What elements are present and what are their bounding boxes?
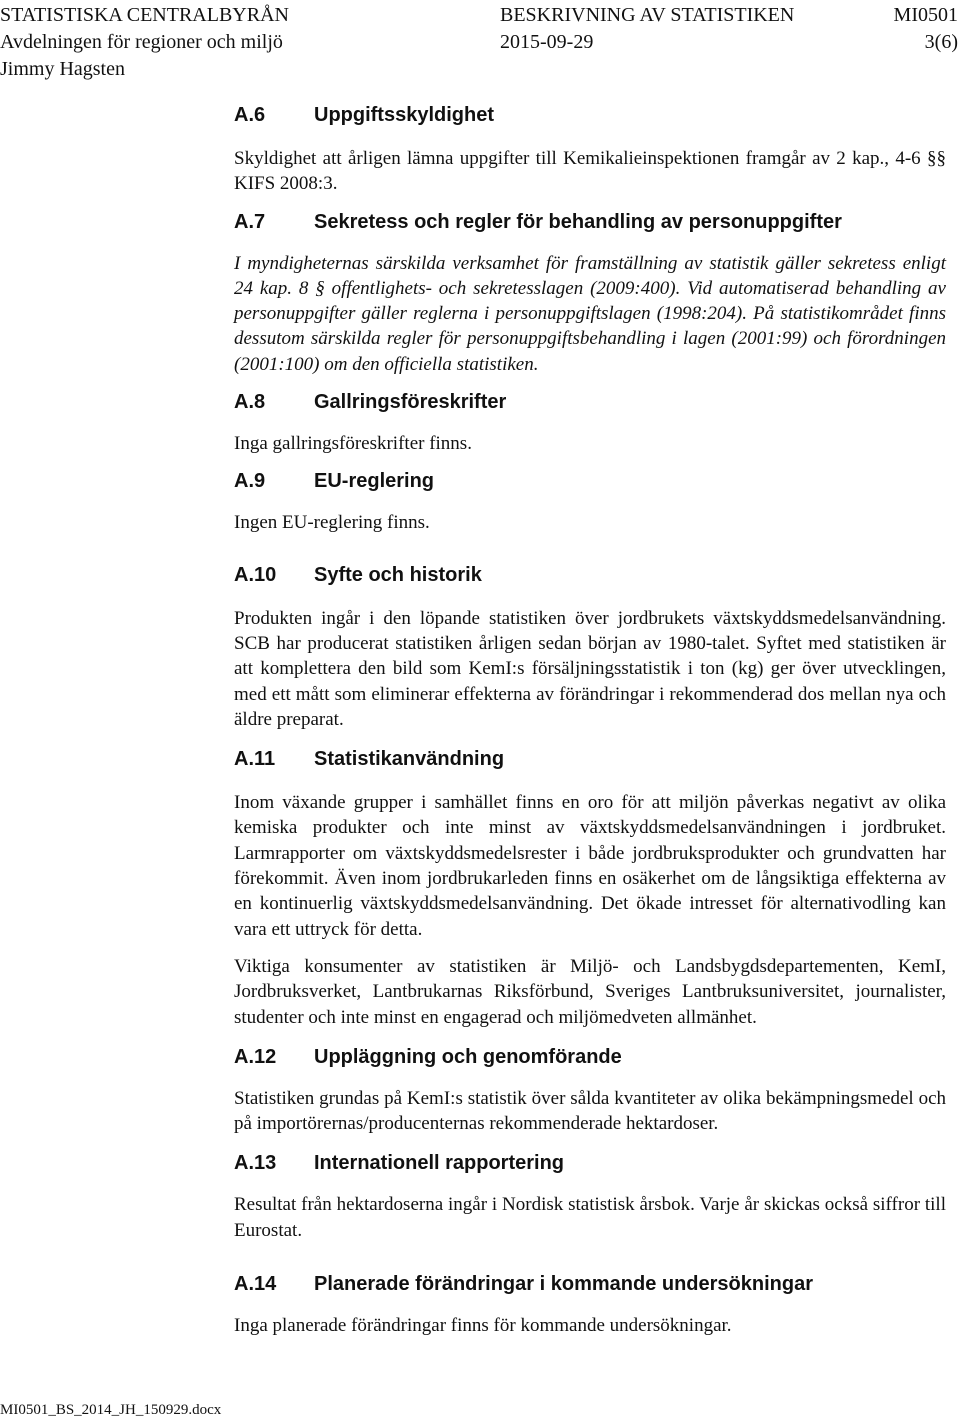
section-number: A.7 (234, 210, 266, 233)
section-paragraph: Viktiga konsumenter av statistiken är Miljö- och Landsbygdsdepartementen, KemI, Jordbruksverket, Lantbrukarnas Riksförbund, Sveriges Lantbruksuniversitet, journalister, studenter och inte minst en engagerad och miljömedveten allmänhet. (234, 955, 946, 1028)
section-a6 (234, 102, 946, 197)
section-heading (234, 209, 946, 235)
section-a9 (234, 468, 946, 535)
document-body (234, 100, 946, 1338)
section-number: A.13 (234, 1152, 277, 1175)
doc-type: BESKRIVNING AV STATISTIKEN (500, 4, 795, 26)
section-paragraph: Resultat från hektardoserna ingår i Nordisk statistisk årsbok. Varje år skickas också siffror till Eurostat. (234, 1194, 946, 1241)
section-paragraph: Inga gallringsföreskrifter finns. (234, 433, 472, 455)
section-paragraph: Skyldighet att årligen lämna uppgifter till Kemikalieinspektionen framgår av 2 kap., 4-6 §§ KIFS 2008:3. (234, 148, 946, 195)
section-heading (234, 746, 946, 772)
author: Jimmy Hagsten (0, 58, 125, 80)
section-a8 (234, 389, 946, 456)
department: Avdelningen för regioner och miljö (0, 31, 283, 53)
section-title: Gallringsföreskrifter (314, 391, 507, 414)
section-number: A.12 (234, 1045, 277, 1068)
section-title: EU-reglering (314, 470, 435, 493)
section-a11 (234, 746, 946, 1030)
section-paragraph: Ingen EU-reglering finns. (234, 512, 430, 534)
page-number: 3(6) (924, 31, 958, 53)
section-number: A.10 (234, 563, 277, 586)
section-title: Planerade förändringar i kommande undersökningar (314, 1273, 814, 1296)
section-heading (234, 389, 946, 415)
section-heading (234, 1150, 946, 1176)
section-paragraph: Inom växande grupper i samhället finns en oro för att miljön påverkas negativt av olika kemiska produkter och inte minst av växtskyddsmedelsanvändningen i jordbruket. Larmrapporter om växtskyddsmedelsrester i både jordbruksprodukter och grundvatten har förekommit. Även inom jordbrukarleden finns en osäkerhet om de långsiktiga effekterna av en kontinuerlig växtskyddsmedelsanvändning. Det ökade intresset för alternativodling kan vara ett uttryck för detta. (234, 792, 946, 940)
section-title: Uppläggning och genomförande (314, 1045, 622, 1068)
section-a12 (234, 1044, 946, 1137)
footer-filename: MI0501_BS_2014_JH_150929.docx (0, 1402, 222, 1418)
section-number: A.8 (234, 391, 266, 414)
section-title: Internationell rapportering (314, 1152, 565, 1175)
section-number: A.6 (234, 104, 266, 126)
doc-date: 2015-09-29 (500, 31, 594, 53)
section-paragraph: Produkten ingår i den löpande statistiken över jordbrukets växtskyddsmedelsanvändning. SCB har producerat statistiken årligen sedan början av 1980-talet. Syftet med statistiken är att komplettera den bild som KemI:s försäljningsstatistik i ton (kg) ger över utvecklingen, med ett mått som eliminerar effekterna av förändringar i rekommenderad dos mellan nya och äldre preparat. (234, 607, 946, 730)
section-paragraph: I myndigheternas särskilda verksamhet för framställning av statistik gäller sekretess enligt 24 kap. 8 § offentlighets- och sekretesslagen (2009:400). Vid automatiserad behandling av personuppgifter gäller reglerna i personuppgiftslagen (1998:204). På statistikområdet finns dessutom särskilda regler för personuppgiftsbehandling i lagen (2001:99) och förordningen (2001:100) om den officiella statistiken. (234, 252, 946, 375)
section-number: A.11 (234, 748, 276, 771)
section-a10 (234, 562, 946, 732)
doc-code: MI0501 (893, 4, 958, 26)
section-heading (234, 1044, 946, 1070)
section-title: Sekretess och regler för behandling av personuppgifter (314, 210, 842, 233)
section-number: A.9 (234, 470, 266, 493)
section-heading (234, 102, 946, 128)
section-number: A.14 (234, 1273, 277, 1296)
section-paragraph: Statistiken grundas på KemI:s statistik över sålda kvantiteter av olika bekämpningsmedel och på importörernas/producenternas rekommenderade hektardoser. (234, 1087, 946, 1135)
org-name: STATISTISKA CENTRALBYRÅN (0, 4, 289, 26)
section-a13 (234, 1150, 946, 1243)
section-heading (234, 468, 946, 494)
section-a7 (234, 209, 946, 377)
section-title: Syfte och historik (314, 563, 482, 586)
section-heading (234, 562, 946, 588)
section-title: Uppgiftsskyldighet (314, 104, 495, 126)
page-header (0, 2, 960, 83)
section-a14 (234, 1271, 946, 1338)
section-heading (234, 1271, 946, 1297)
section-paragraph: Inga planerade förändringar finns för kommande undersökningar. (234, 1315, 732, 1337)
section-title: Statistikanvändning (314, 748, 505, 771)
